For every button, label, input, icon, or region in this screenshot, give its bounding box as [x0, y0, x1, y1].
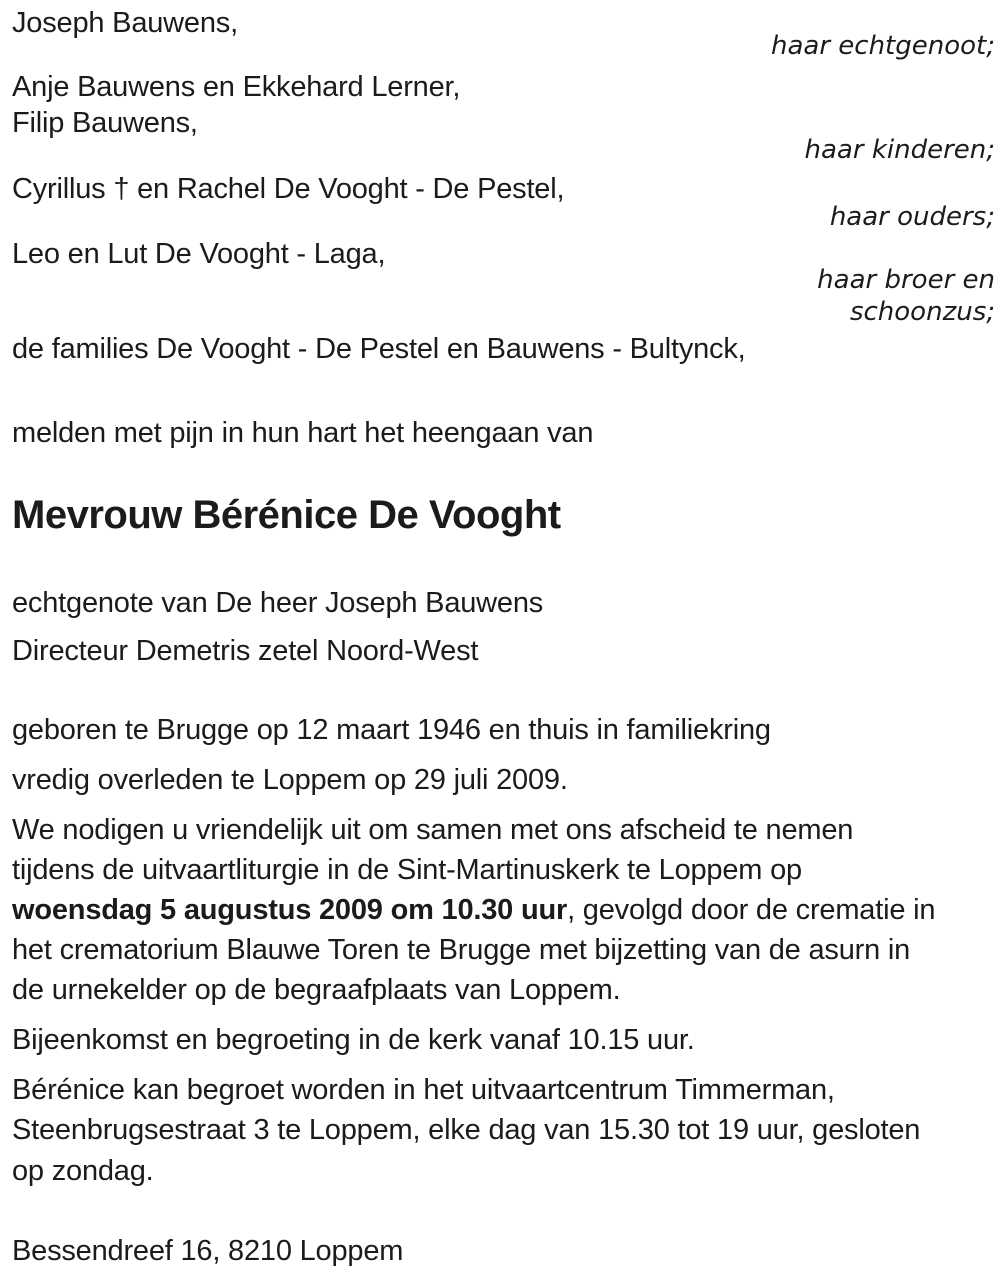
- service-line: tijdens de uitvaartliturgie in de Sint-Martinuskerk te Loppem op: [12, 854, 802, 886]
- family-name-line: Joseph Bauwens,: [12, 7, 238, 39]
- visitation-line: Steenbrugsestraat 3 te Loppem, elke dag van 15.30 tot 19 uur, gesloten: [12, 1114, 921, 1146]
- death-line: vredig overleden te Loppem op 29 juli 2009.: [12, 764, 568, 796]
- service-datetime: woensdag 5 augustus 2009 om 10.30 uur: [12, 894, 568, 926]
- service-line: [12, 893, 935, 927]
- family-relation-line: haar kinderen;: [804, 135, 995, 165]
- visitation-line: op zondag.: [12, 1155, 154, 1187]
- family-name-line: Leo en Lut De Vooght - Laga,: [12, 238, 386, 270]
- family-relation-line: haar ouders;: [829, 202, 995, 232]
- service-line: We nodigen u vriendelijk uit om samen met ons afscheid te nemen: [12, 814, 854, 846]
- deceased-name-title: Mevrouw Bérénice De Vooght: [12, 493, 561, 537]
- service-line: de urnekelder op de begraafplaats van Loppem.: [12, 974, 621, 1006]
- family-relation-line: haar echtgenoot;: [770, 31, 995, 61]
- family-name-line: Filip Bauwens,: [12, 107, 198, 139]
- address-line: Bessendreef 16, 8210 Loppem: [12, 1235, 404, 1267]
- service-line-rest: , gevolgd door de crematie in: [567, 894, 936, 926]
- family-name-line: de families De Vooght - De Pestel en Bauwens - Bultynck,: [12, 333, 746, 365]
- family-name-line: Anje Bauwens en Ekkehard Lerner,: [12, 71, 461, 103]
- service-line: het crematorium Blauwe Toren te Brugge met bijzetting van de asurn in: [12, 934, 911, 966]
- announcement-intro: melden met pijn in hun hart het heengaan van: [12, 417, 594, 449]
- deceased-spouse-line: echtgenote van De heer Joseph Bauwens: [12, 587, 544, 619]
- family-relation-line: haar broer en: [817, 265, 995, 295]
- family-name-line: Cyrillus † en Rachel De Vooght - De Pestel,: [12, 173, 565, 205]
- family-relation-line: schoonzus;: [849, 297, 995, 327]
- deceased-role-line: Directeur Demetris zetel Noord-West: [12, 635, 479, 667]
- gathering-line: Bijeenkomst en begroeting in de kerk vanaf 10.15 uur.: [12, 1024, 695, 1056]
- birth-line: geboren te Brugge op 12 maart 1946 en thuis in familiekring: [12, 714, 771, 746]
- visitation-line: Bérénice kan begroet worden in het uitvaartcentrum Timmerman,: [12, 1074, 835, 1106]
